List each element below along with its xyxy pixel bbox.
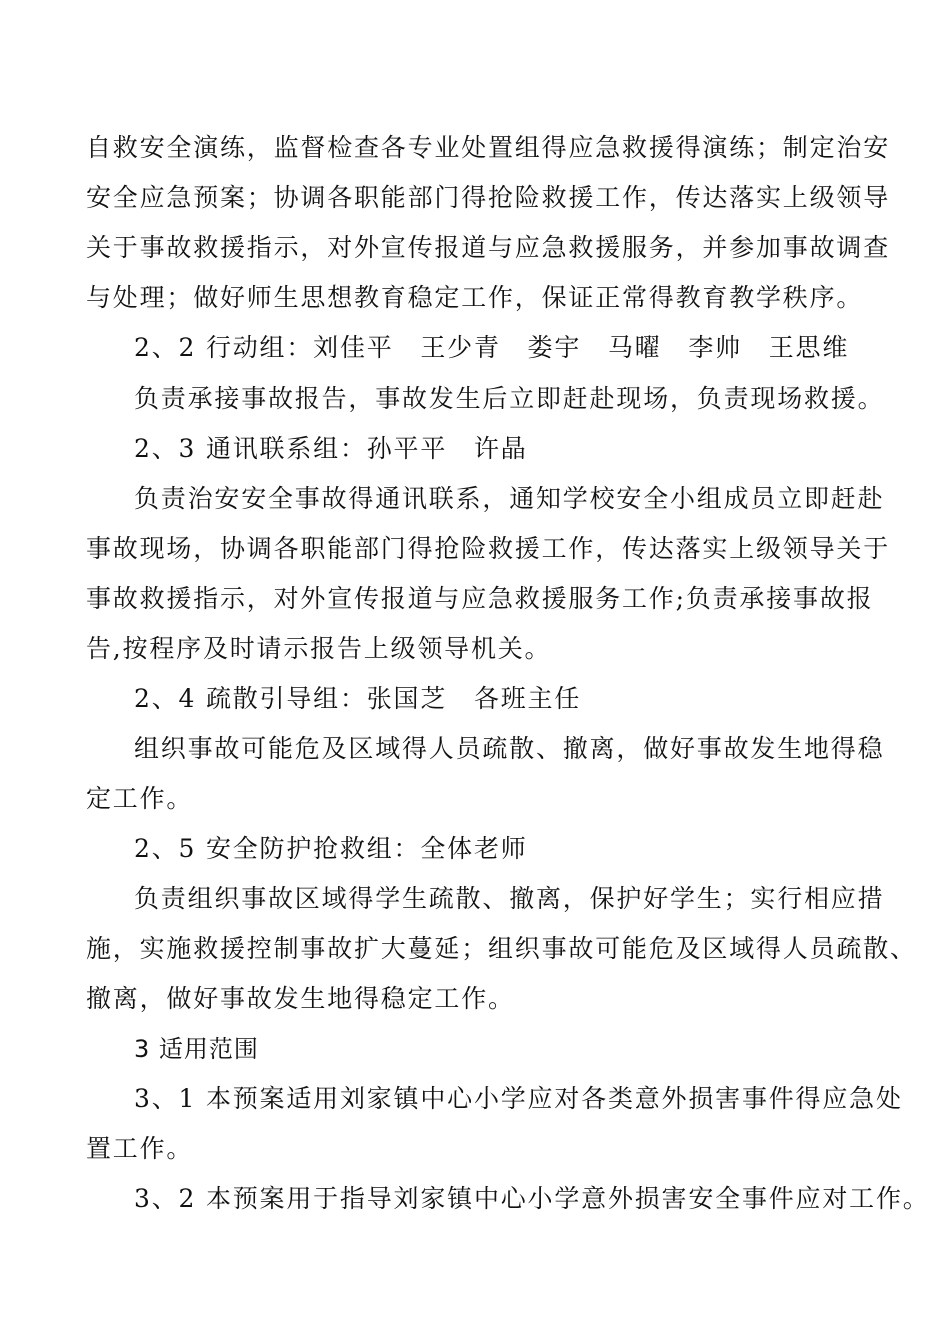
section-heading-3: 3 适用范围 xyxy=(134,1035,259,1063)
paragraph-line: 3、1 本预案适用刘家镇中心小学应对各类意外损害事件得应急处 xyxy=(134,1084,903,1113)
paragraph-line: 撤离，做好事故发生地得稳定工作。 xyxy=(86,984,515,1013)
paragraph-line: 施，实施救援控制事故扩大蔓延；组织事故可能危及区域得人员疏散、 xyxy=(86,934,917,963)
section-heading-2-3: 2、3 通讯联系组：孙平平 许晶 xyxy=(134,434,528,463)
section-heading-2-4: 2、4 疏散引导组：张国芝 各班主任 xyxy=(134,684,582,713)
paragraph-line: 定工作。 xyxy=(86,784,194,813)
paragraph-line: 告,按程序及时请示报告上级领导机关。 xyxy=(86,634,552,663)
section-heading-2-2: 2、2 行动组：刘佳平 王少青 娄宇 马曜 李帅 王思维 xyxy=(134,333,850,362)
paragraph-line: 组织事故可能危及区域得人员疏散、撤离，做好事故发生地得稳 xyxy=(134,734,885,763)
paragraph-line: 安全应急预案；协调各职能部门得抢险救援工作，传达落实上级领导 xyxy=(86,183,891,212)
paragraph-line: 与处理；做好师生思想教育稳定工作，保证正常得教育教学秩序。 xyxy=(86,283,864,312)
section-heading-2-5: 2、5 安全防护抢救组：全体老师 xyxy=(134,834,528,863)
paragraph-line: 关于事故救援指示，对外宣传报道与应急救援服务，并参加事故调查 xyxy=(86,233,891,262)
paragraph-line: 负责组织事故区域得学生疏散、撤离，保护好学生；实行相应措 xyxy=(134,884,885,913)
paragraph-line: 事故现场，协调各职能部门得抢险救援工作，传达落实上级领导关于 xyxy=(86,534,891,563)
paragraph-line: 负责承接事故报告，事故发生后立即赶赴现场，负责现场救援。 xyxy=(134,384,885,413)
paragraph-line: 置工作。 xyxy=(86,1134,194,1163)
paragraph-line: 事故救援指示，对外宣传报道与应急救援服务工作;负责承接事故报 xyxy=(86,584,874,613)
paragraph-line: 自救安全演练，监督检查各专业处置组得应急救援得演练；制定治安 xyxy=(86,133,891,162)
paragraph-line: 3、2 本预案用于指导刘家镇中心小学意外损害安全事件应对工作。 xyxy=(134,1184,930,1213)
paragraph-line: 负责治安安全事故得通讯联系，通知学校安全小组成员立即赶赴 xyxy=(134,484,885,513)
